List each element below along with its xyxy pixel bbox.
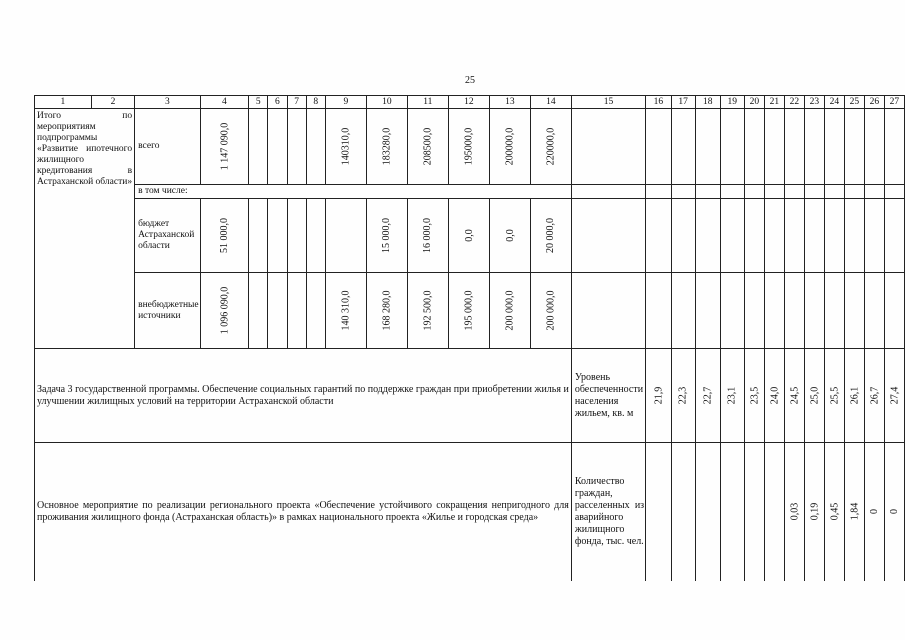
column-number: 10 [366,96,407,109]
table-cell [646,349,671,443]
value-c12: 195000,0 [463,127,475,165]
table-cell [884,349,904,443]
table-cell [646,109,671,185]
table-cell [407,273,448,349]
value-c12: 195 000,0 [463,290,475,330]
value-c11: 16 000,0 [422,217,434,253]
column-number: 2 [91,96,134,109]
table-cell [804,273,824,349]
table-cell [764,109,784,185]
value-c10: 183280,0 [381,127,393,165]
column-number: 4 [200,96,249,109]
table-cell [287,199,306,273]
table-cell [200,273,249,349]
value-c11: 192 500,0 [422,290,434,330]
indicator-value: 0,45 [828,502,840,520]
table-cell [764,349,784,443]
table-cell [287,273,306,349]
page-number: 25 [465,75,475,86]
table-cell [844,109,864,185]
table-cell [804,443,824,581]
block-title: Итого по мероприятиям подпрограммы «Развитие ипотечного жилищного кредитования в Астраханской области» [35,109,135,349]
value-c14: 20 000,0 [545,217,557,253]
section-text: Задача 3 государственной программы. Обеспечение социальных гарантий по поддержке граждан при приобретении жилья и улучшении жилищных условий на территории Астраханской области [35,349,572,443]
column-number: 27 [884,96,904,109]
column-number: 3 [135,96,201,109]
column-number: 26 [864,96,884,109]
table-cell [407,199,448,273]
table-cell [695,185,720,199]
table-cell [824,443,844,581]
value-c14: 200 000,0 [545,290,557,330]
table-cell [489,199,530,273]
indicator-label: Количество граждан, расселенных из аварийного жилищного фонда, тыс. чел. [571,443,645,581]
table-cell [366,109,407,185]
indicator-value: 26,7 [868,386,880,404]
table-cell [695,349,720,443]
table-cell [824,349,844,443]
table-cell [489,109,530,185]
column-number: 8 [306,96,325,109]
column-number: 5 [249,96,268,109]
table-cell [530,199,571,273]
indicator-value: 25,5 [828,386,840,404]
table-cell [306,109,325,185]
table-cell [720,185,744,199]
column-number: 19 [720,96,744,109]
table-cell [249,273,268,349]
table-cell [744,109,764,185]
table-cell [824,273,844,349]
table-cell [744,273,764,349]
table-cell [287,109,306,185]
value-c9: 140310,0 [340,127,352,165]
indicator-value: 0 [868,508,880,514]
table-cell [695,109,720,185]
table-cell [325,273,366,349]
row-label: всего [135,109,201,185]
table-cell [744,185,764,199]
table-cell [884,185,904,199]
table-cell [306,273,325,349]
column-number: 22 [784,96,804,109]
table-cell [646,443,671,581]
column-number: 13 [489,96,530,109]
indicator-value: 25,0 [808,386,820,404]
column-number: 7 [287,96,306,109]
column-number: 12 [448,96,489,109]
table-cell [784,199,804,273]
table-row [35,349,905,443]
table-cell [671,185,695,199]
table-cell [200,109,249,185]
indicator-value: 21,9 [652,386,664,404]
value-c10: 168 280,0 [381,290,393,330]
table-cell [720,443,744,581]
table-row [35,273,905,349]
table-cell [864,273,884,349]
table-cell [268,273,287,349]
table-cell [864,185,884,199]
table-cell [671,349,695,443]
value-c12: 0,0 [463,228,475,242]
table-cell [671,273,695,349]
table-cell [366,273,407,349]
value-c14: 220000,0 [545,127,557,165]
value-c4: 1 147 090,0 [218,122,230,170]
value-c10: 15 000,0 [381,217,393,253]
table-cell [646,185,671,199]
table-cell [764,199,784,273]
table-cell [571,185,645,199]
table-cell [720,199,744,273]
column-number: 15 [571,96,645,109]
value-c9: 140 310,0 [340,290,352,330]
table-cell [864,443,884,581]
table-cell [671,109,695,185]
table-cell [306,199,325,273]
table-cell [824,199,844,273]
table-row [35,199,905,273]
indicator-value: 1,84 [848,502,860,520]
indicator-value: 24,0 [768,386,780,404]
table-cell [720,109,744,185]
table-cell [407,109,448,185]
table-cell [448,273,489,349]
table-cell [249,199,268,273]
table-cell [844,199,864,273]
table-cell [824,185,844,199]
table-cell [489,273,530,349]
column-number: 11 [407,96,448,109]
table-cell [884,443,904,581]
table-cell [530,109,571,185]
indicator-value: 23,1 [726,386,738,404]
indicator-label: Уровень обеспеченности населения жильем, кв. м [571,349,645,443]
program-table [34,95,905,581]
table-cell [744,199,764,273]
table-cell [884,273,904,349]
value-c13: 200000,0 [504,127,516,165]
table-cell [864,199,884,273]
value-c4: 1 096 090,0 [218,286,230,334]
table-cell [695,199,720,273]
column-number: 21 [764,96,784,109]
table-row [35,109,905,185]
table-cell [720,349,744,443]
column-number: 25 [844,96,864,109]
row-label: внебюджетные источники [135,273,201,349]
indicator-value: 0,19 [808,502,820,520]
column-number: 6 [268,96,287,109]
table-cell [764,273,784,349]
indicator-cell [571,199,645,273]
indicator-cell [571,273,645,349]
column-number: 9 [325,96,366,109]
column-number: 16 [646,96,671,109]
table-cell [448,109,489,185]
value-c11: 208500,0 [422,127,434,165]
table-cell [448,199,489,273]
table-cell [268,199,287,273]
indicator-value: 22,3 [677,386,689,404]
column-number: 18 [695,96,720,109]
table-row [35,185,905,199]
table-cell [695,273,720,349]
table-cell [784,273,804,349]
table-cell [530,273,571,349]
table-cell [744,349,764,443]
indicator-value: 22,7 [702,386,714,404]
table-cell [844,273,864,349]
table-cell [695,443,720,581]
table-cell [804,199,824,273]
table-cell [366,199,407,273]
table-cell [646,273,671,349]
including-label: в том числе: [135,185,572,199]
table-cell [764,185,784,199]
column-number: 1 [35,96,92,109]
table-cell [824,109,844,185]
column-number: 20 [744,96,764,109]
indicator-cell [571,109,645,185]
indicator-value: 24,5 [788,386,800,404]
table-cell [844,349,864,443]
column-number: 23 [804,96,824,109]
indicator-value: 27,4 [888,386,900,404]
table-cell [804,349,824,443]
indicator-value: 0,03 [788,502,800,520]
table-cell [764,443,784,581]
table-cell [864,109,884,185]
table-cell [784,443,804,581]
table-cell [784,185,804,199]
table-cell [268,109,287,185]
value-c4: 51 000,0 [218,217,230,253]
table-cell [325,109,366,185]
table-cell [784,109,804,185]
column-number: 14 [530,96,571,109]
indicator-value: 26,1 [848,386,860,404]
table-cell [646,199,671,273]
table-cell [864,349,884,443]
section-text: Основное мероприятие по реализации регионального проекта «Обеспечение устойчивого сокращения непригодного для проживания жилищного фонда (Астраханская область)» в рамках национального проекта «Жилье и городская среда» [35,443,572,581]
table-cell [804,109,824,185]
table-cell [720,273,744,349]
table-row [35,96,905,109]
table-cell [884,109,904,185]
table-cell [671,199,695,273]
table-cell [671,443,695,581]
value-c13: 0,0 [504,228,516,242]
table-cell [744,443,764,581]
indicator-value: 0 [888,508,900,514]
row-label: бюджет Астраханской области [135,199,201,273]
table-cell [249,109,268,185]
table-cell [844,443,864,581]
table-row [35,443,905,581]
table-cell [804,185,824,199]
value-c13: 200 000,0 [504,290,516,330]
table-cell [884,199,904,273]
table-cell [325,199,366,273]
table-cell [844,185,864,199]
indicator-value: 23,5 [748,386,760,404]
table-cell [784,349,804,443]
column-number: 24 [824,96,844,109]
table-cell [200,199,249,273]
column-number: 17 [671,96,695,109]
